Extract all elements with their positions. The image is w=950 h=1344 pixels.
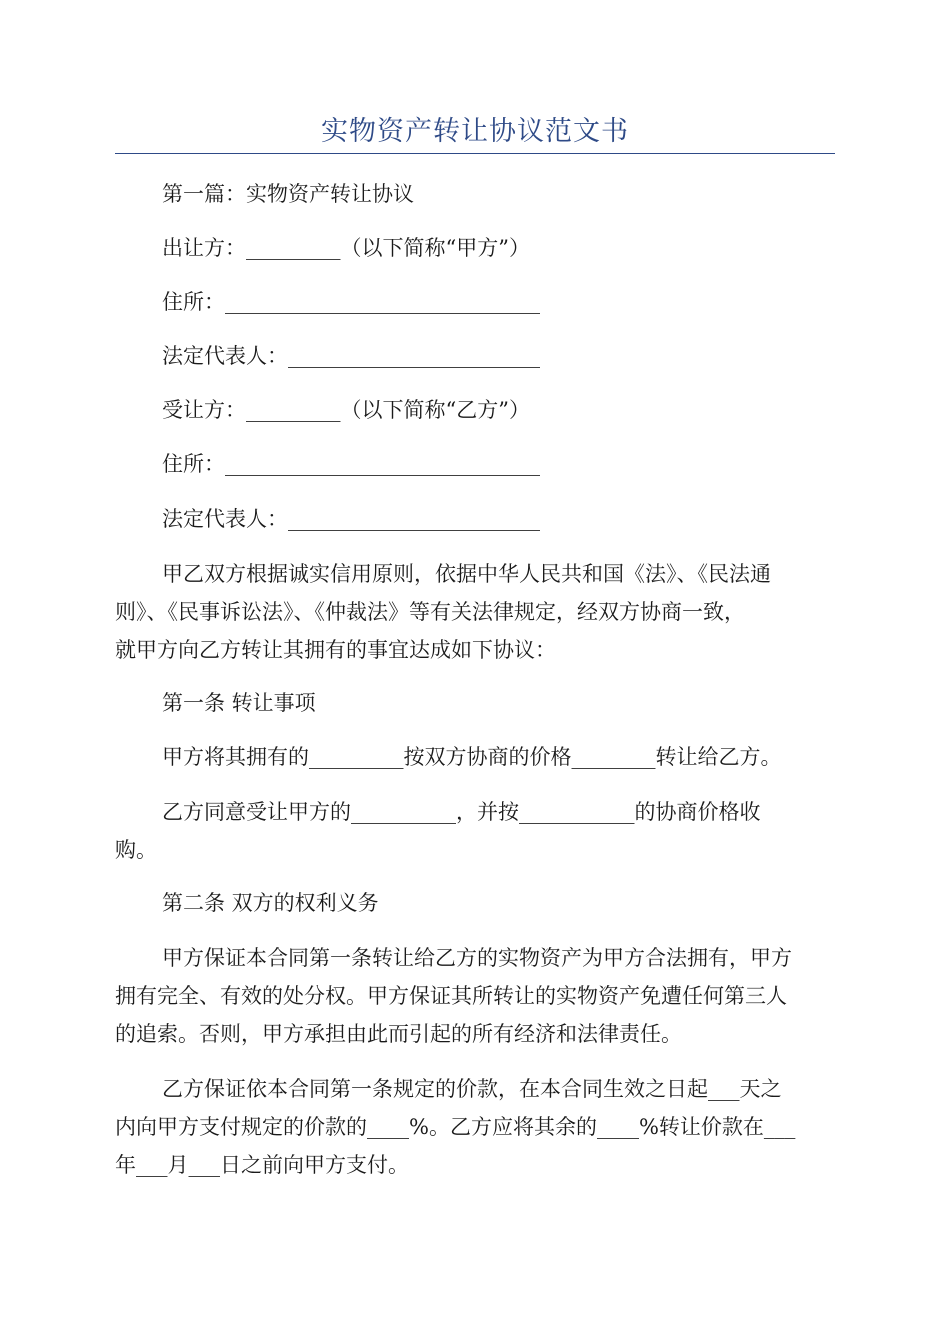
body-line: 乙方同意受让甲方的__________，并按___________的协商价格收: [162, 800, 761, 824]
body-line: 拥有完全、有效的处分权。甲方保证其所转让的实物资产免遭任何第三人: [115, 984, 787, 1008]
body-line: 就甲方向乙方转让其拥有的事宜达成如下协议：: [115, 638, 556, 662]
body-line: 则》、《民事诉讼法》、《仲裁法》等有关法律规定，经双方协商一致，: [115, 600, 745, 624]
body-line: 第二条 双方的权利义务: [162, 891, 379, 915]
body-line: 出让方：_________（以下简称“甲方”）: [162, 236, 530, 260]
body-line: 的追索。否则，甲方承担由此而引起的所有经济和法律责任。: [115, 1022, 682, 1046]
body-line: 住所：______________________________: [162, 290, 540, 314]
body-line: 法定代表人：________________________: [162, 344, 540, 368]
body-line: 甲方保证本合同第一条转让给乙方的实物资产为甲方合法拥有，甲方: [162, 946, 792, 970]
body-line: 受让方：_________（以下简称“乙方”）: [162, 398, 530, 422]
body-line: 乙方保证依本合同第一条规定的价款，在本合同生效之日起___天之: [162, 1077, 782, 1101]
body-line: 甲方将其拥有的_________按双方协商的价格________转让给乙方。: [162, 745, 782, 769]
body-line: 年___月___日之前向甲方支付。: [115, 1153, 409, 1177]
title-underline: [115, 153, 835, 154]
body-line: 法定代表人：________________________: [162, 507, 540, 531]
document-title: 实物资产转让协议范文书: [321, 116, 629, 147]
body-line: 住所：______________________________: [162, 452, 540, 476]
body-line: 第一篇：实物资产转让协议: [162, 182, 414, 206]
body-line: 购。: [115, 838, 157, 862]
body-line: 第一条 转让事项: [162, 691, 316, 715]
body-line: 内向甲方支付规定的价款的____%。乙方应将其余的____%转让价款在___: [115, 1115, 796, 1139]
body-line: 甲乙双方根据诚实信用原则，依据中华人民共和国《法》、《民法通: [162, 562, 771, 586]
